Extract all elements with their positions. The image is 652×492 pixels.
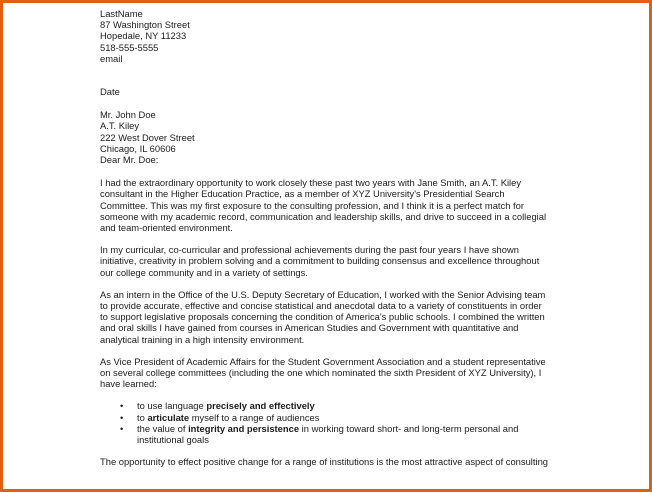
sender-name: LastName — [100, 8, 143, 19]
paragraph-line: As an intern in the Office of the U.S. Deputy Secretary of Education, I worked with the Senior Advising team — [100, 288, 546, 300]
list-item — [100, 400, 600, 411]
paragraph-line: to support legislative proposals concerning the condition of America's public schools. I combined the written — [100, 311, 545, 323]
spacer — [100, 97, 600, 109]
paragraph-line: to provide accurate, effective and concise statistical and anecdotal data to a variety of constituents in order — [100, 300, 542, 312]
paragraph-line: The opportunity to effect positive change for a range of institutions is the most attractive aspect of consulting — [100, 456, 548, 468]
bullet-emphasis: precisely and effectively — [206, 400, 315, 412]
paragraph-1 — [100, 177, 600, 233]
paragraph-line: and team-oriented environment. — [100, 222, 233, 234]
paragraph-2 — [100, 244, 600, 278]
paragraph-line: analytical training in a high intensity environment. — [100, 333, 305, 345]
paragraph-line: As Vice President of Academic Affairs for the Student Government Association and a student representative — [100, 355, 546, 367]
paragraph-3 — [100, 289, 600, 345]
paragraph-line: I had the extraordinary opportunity to work closely these past two years with Jane Smith, an A.T. Kiley — [100, 177, 522, 189]
bullet-icon: • — [120, 400, 124, 412]
letter-date: Date — [100, 86, 120, 98]
sender-city: Hopedale, NY 11233 — [100, 30, 187, 42]
sender-email: email — [100, 52, 123, 64]
paragraph-line: Committee. This was my first exposure to the consulting profession, and I think it is a perfect match for — [100, 199, 524, 211]
sender-street: 87 Washington Street — [100, 19, 190, 31]
spacer — [100, 64, 600, 86]
bullet-text: the value of — [137, 422, 189, 434]
paragraph-line: initiative, creativity in problem solving and a commitment to building consensus and excellence throughout — [100, 255, 540, 267]
spacer — [100, 165, 600, 177]
bullet-emphasis: integrity and persistence — [188, 422, 300, 434]
salutation: Dear Mr. Doe: — [100, 154, 159, 166]
cover-letter-document — [100, 8, 600, 479]
bullet-text: myself to a range of audiences — [189, 411, 320, 423]
list-item — [100, 412, 600, 423]
skills-bullet-list — [100, 400, 600, 445]
paragraph-line: consultant in the Higher Education Practice, as a member of XYZ University's Presidential Search — [100, 188, 505, 200]
closing-paragraph — [100, 456, 600, 467]
recipient-street: 222 West Dover Street — [100, 131, 195, 143]
bullet-emphasis: articulate — [147, 411, 190, 423]
recipient-name: Mr. John Doe — [100, 109, 156, 121]
bullet-icon: • — [120, 422, 124, 434]
list-item — [100, 423, 600, 445]
bullet-icon: • — [120, 411, 124, 423]
recipient-address-block — [100, 109, 600, 165]
sender-address-block — [100, 8, 600, 64]
paragraph-line: on several college committees (including the one which nominated the sixth President of XYZ University), I — [100, 367, 542, 379]
paragraph-line: have learned: — [100, 378, 157, 390]
sender-phone: 518-555-5555 — [100, 41, 159, 53]
bullet-text: to — [137, 411, 148, 423]
bullet-text: to use language — [137, 400, 207, 412]
paragraph-line: someone with my academic record, communication and leadership skills, and drive to succeed in a collegial — [100, 210, 547, 222]
recipient-company: A.T. Kiley — [100, 120, 140, 132]
paragraph-line: and oral skills I have gained from courses in American Studies and Government with quantitative and — [100, 322, 519, 334]
bullet-continuation: institutional goals — [137, 434, 209, 446]
recipient-city: Chicago, IL 60606 — [100, 142, 176, 154]
bullet-text: in working toward short- and long-term personal and — [299, 422, 519, 434]
paragraph-4 — [100, 356, 600, 390]
paragraph-line: In my curricular, co-curricular and professional achievements during the past four years I have shown — [100, 244, 519, 256]
paragraph-line: our college community and in a variety of settings. — [100, 266, 308, 278]
